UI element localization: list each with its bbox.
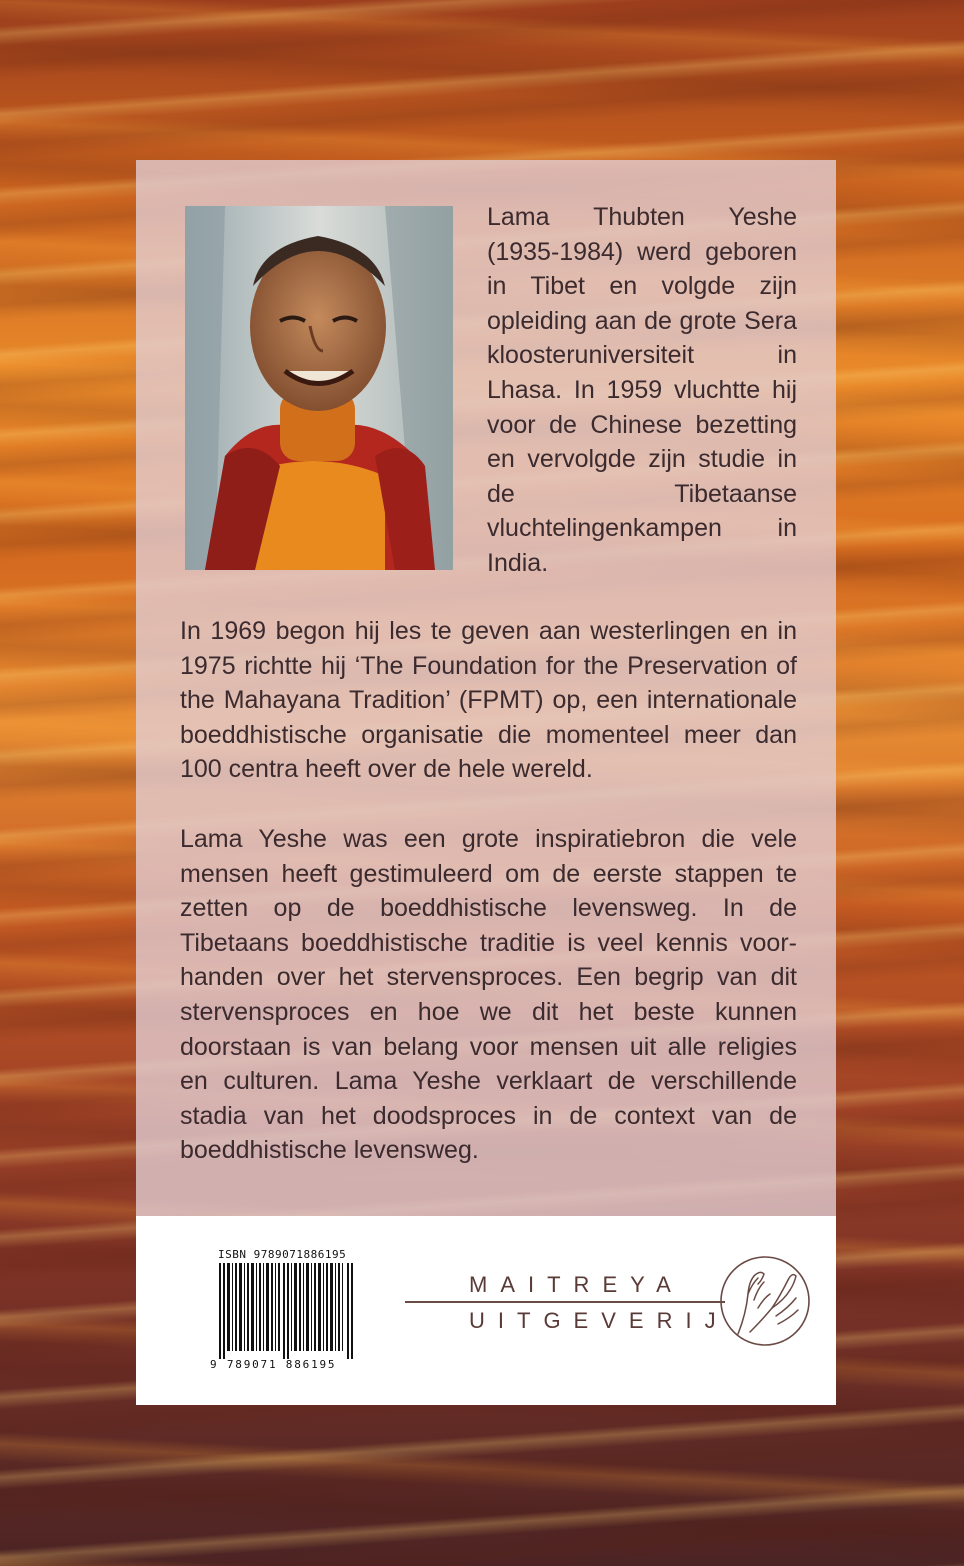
- portrait-image: [185, 206, 453, 570]
- body-paragraph-description: Lama Yeshe was een grote inspiratiebron die vele mensen heeft gestimuleerd om de eerste stappen te zetten op de boeddhistische levensweg. In de Tibetaans boeddhistische traditie is veel kennis voorhanden over het stervensproces. Een begrip van dit stervensproces en hoe we dit het beste kunnen doorstaan is van belang voor mensen uit alle religies en culturen. Lama Yeshe verklaart de verschillende stadia van het doodsproces in de context van de boeddhistische levensweg.: [180, 825, 797, 1165]
- author-photo: [185, 206, 453, 570]
- isbn-label: ISBN 9789071886195: [218, 1248, 347, 1261]
- publisher-name-line2: UITGEVERIJ: [469, 1308, 729, 1333]
- publisher-divider: [405, 1301, 725, 1303]
- praying-hands-icon: [718, 1254, 812, 1348]
- body-paragraph-fpmt: In 1969 begon hij les te geven aan westerlingen en in 1975 richtte hij ‘The Foundation for the Preservation of the Mahayana Tradition’ (FPMT) op, een internationale boeddhistische organisatie die momenteel meer dan 100 centra heeft over de hele wereld.: [180, 617, 797, 784]
- barcode: [219, 1263, 353, 1359]
- barcode-digits: 9 789071 886195: [210, 1358, 337, 1371]
- publisher-name-line1: MAITREYA: [469, 1272, 684, 1297]
- author-bio: Lama Thubten Yeshe (1935-1984) werd geboren in Tibet en volgde zijn opleiding aan de grote Sera kloosteruniversiteit in Lhasa. In 1959 vluchtte hij voor de Chinese bezetting en vervolgde zijn studie in de Tibetaanse vluchtelingenkampen in India.: [487, 203, 797, 577]
